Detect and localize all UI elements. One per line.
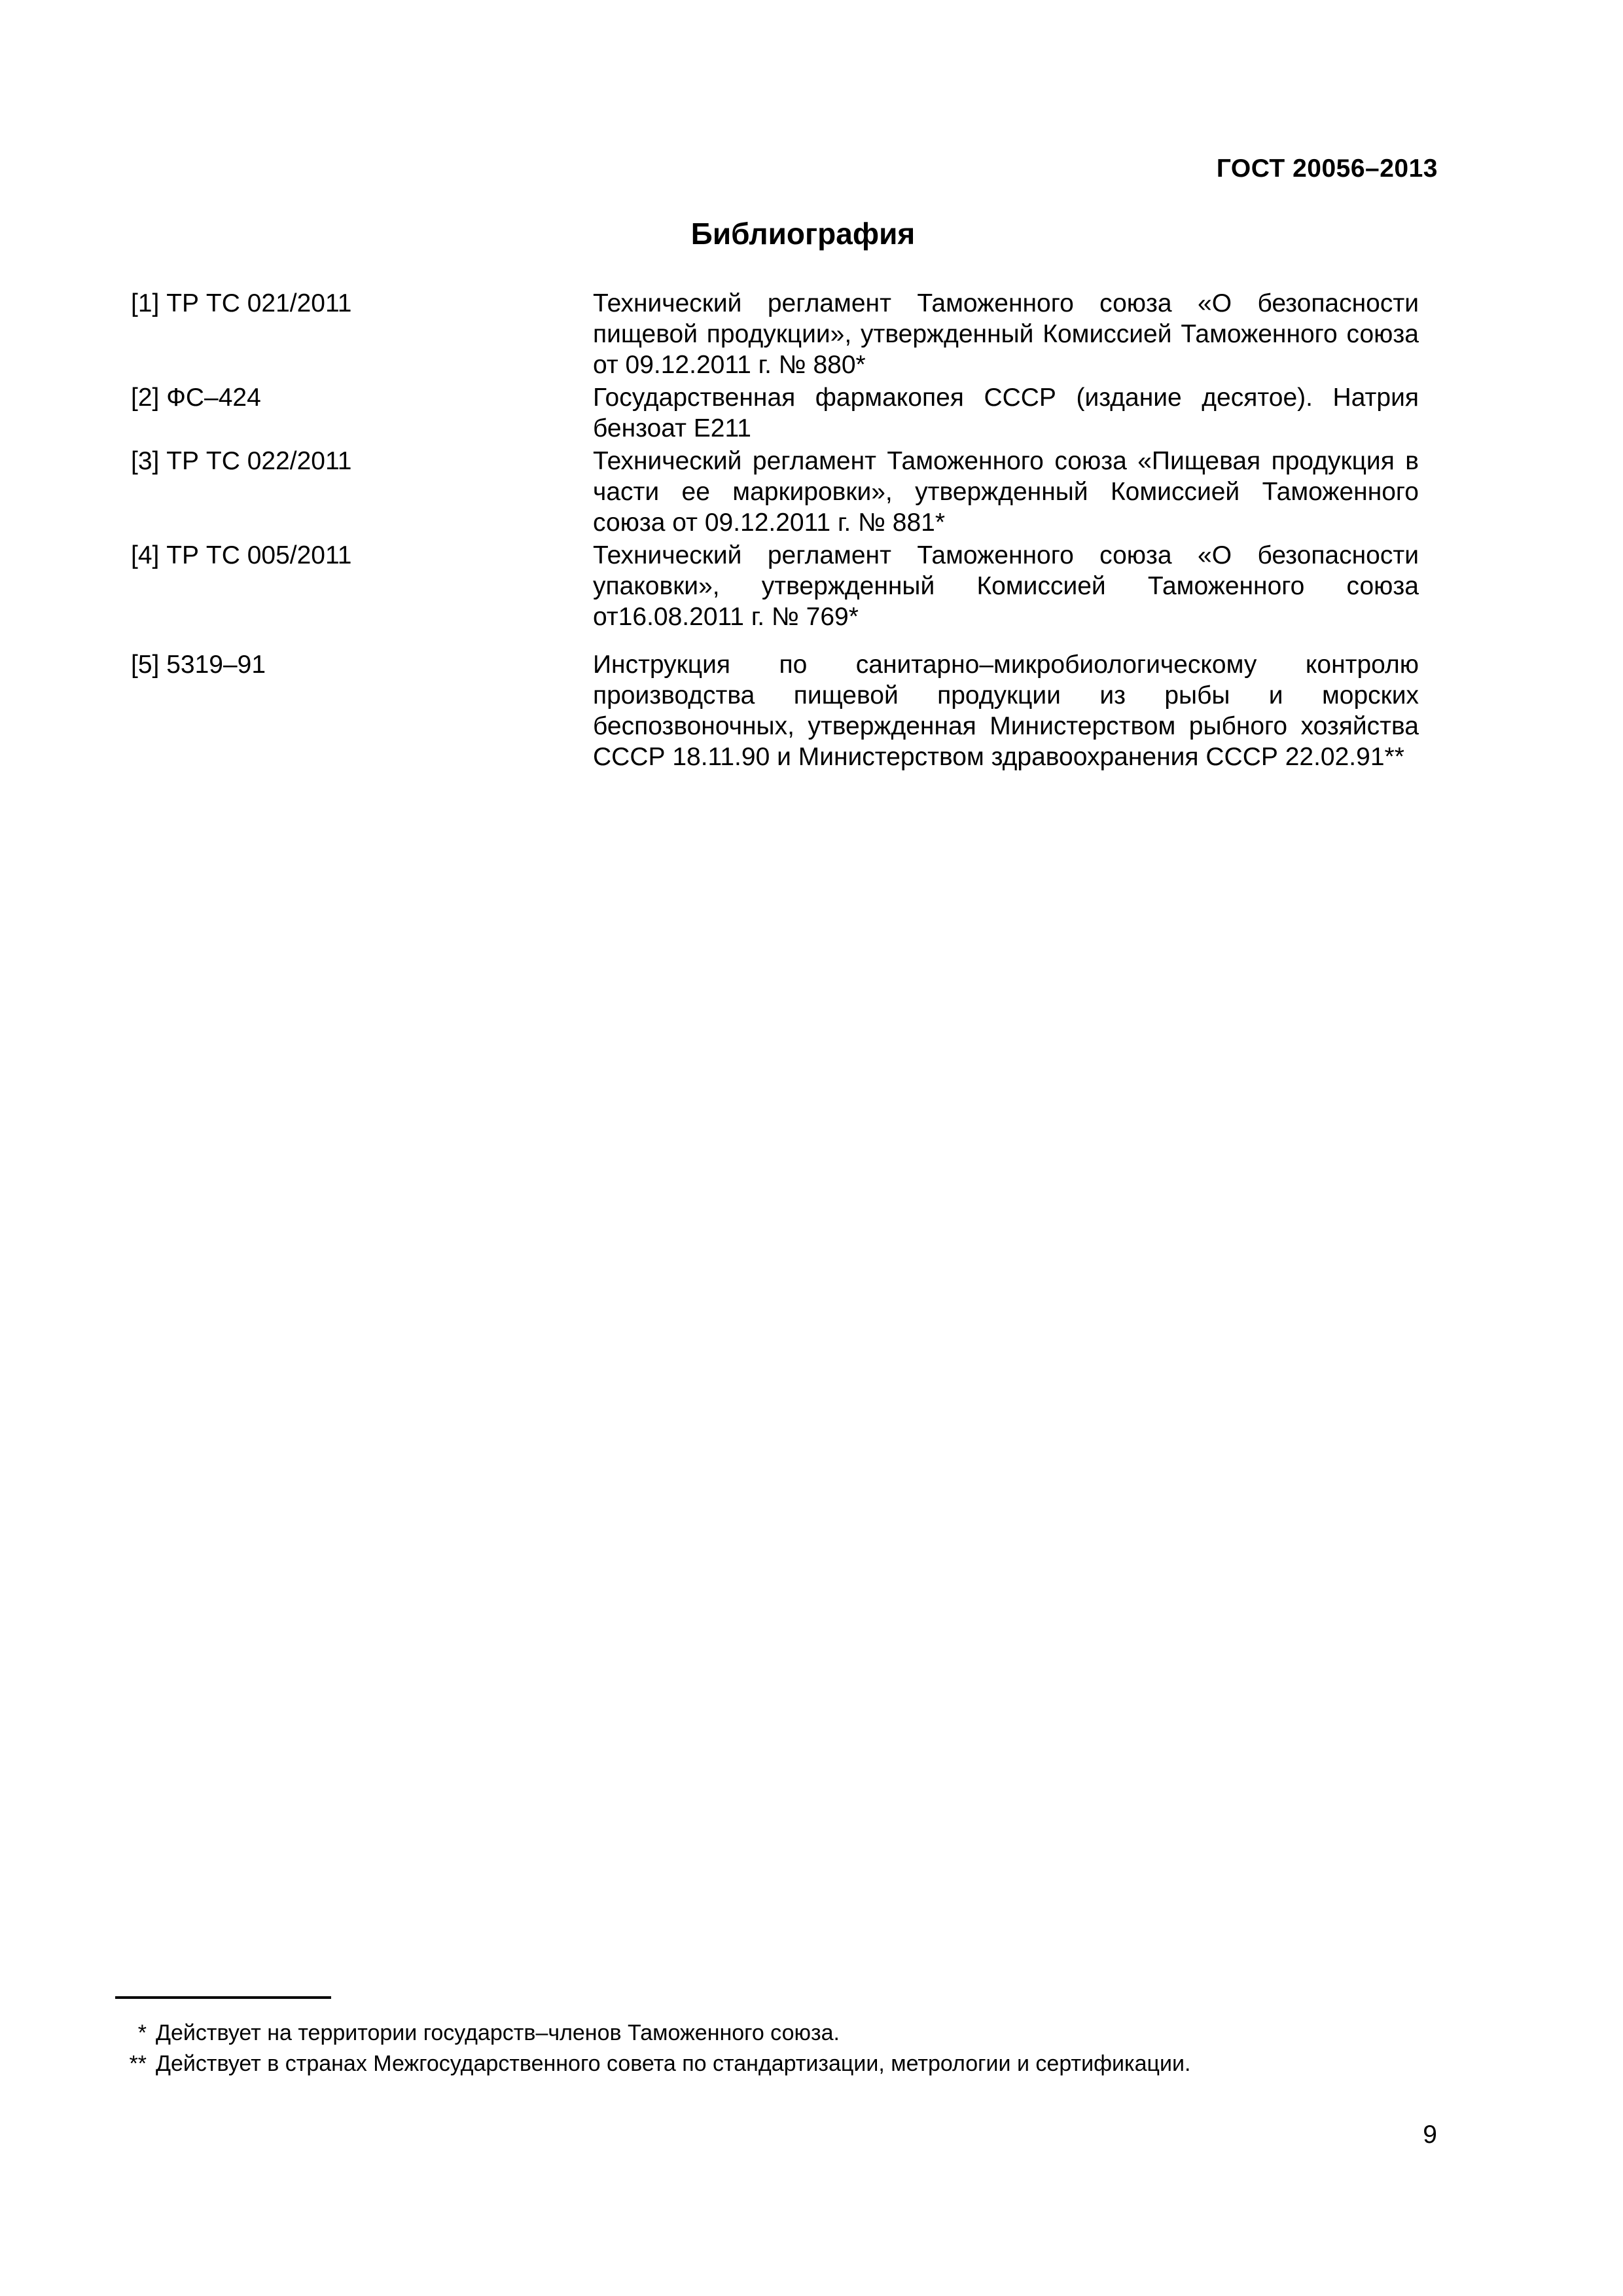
bibliography-ref: [3] ТР ТС 022/2011: [131, 447, 352, 475]
bibliography-description: Государственная фармакопея СССР (издание десятое). Натрия бензоат Е211: [593, 384, 1419, 442]
document-standard-code: ГОСТ 20056–2013: [1216, 154, 1438, 183]
footnote-mark: *: [137, 2020, 147, 2045]
footnote-mark: **: [129, 2051, 147, 2076]
bibliography-list: [131, 288, 1427, 772]
bibliography-description: Технический регламент Таможенного союза «О безопасности пищевой продукции», утвержденный Комиссией Таможенного союза от 09.12.2011 г. № 880*: [593, 289, 1419, 379]
bibliography-entry: [131, 288, 1427, 380]
footnotes: [115, 2018, 1489, 2079]
bibliography-description: Инструкция по санитарно–микробиологическому контролю производства пищевой продукции из рыбы и морских беспозвоночных, утвержденная Министерством рыбного хозяйства СССР 18.11.90 и Министерством здравоохранения СССР 22.02.91**: [593, 651, 1419, 771]
footnote-text: Действует на территории государств–членов Таможенного союза.: [156, 2020, 840, 2045]
page-title: Библиография: [690, 217, 916, 251]
bibliography-entry: [131, 446, 1427, 538]
footnote: [115, 2018, 1489, 2049]
bibliography-description: Технический регламент Таможенного союза «Пищевая продукция в части ее маркировки», утвержденный Комиссией Таможенного союза от 09.12.2011 г. № 881*: [593, 447, 1419, 537]
footnote-separator: [115, 1996, 331, 1999]
footnote: [115, 2049, 1489, 2079]
bibliography-ref: [1] ТР ТС 021/2011: [131, 289, 352, 317]
bibliography-entry: [131, 382, 1427, 444]
bibliography-entry: [131, 540, 1427, 632]
bibliography-description: Технический регламент Таможенного союза «О безопасности упаковки», утвержденный Комиссией Таможенного союза от16.08.2011 г. № 769*: [593, 541, 1419, 631]
bibliography-ref: [2] ФС–424: [131, 384, 261, 412]
bibliography-ref: [5] 5319–91: [131, 651, 266, 679]
page-number: 9: [1423, 2121, 1437, 2149]
bibliography-ref: [4] ТР ТС 005/2011: [131, 541, 352, 569]
footnote-text: Действует в странах Межгосударственного совета по стандартизации, метрологии и сертификации.: [156, 2051, 1191, 2076]
bibliography-entry: [131, 649, 1427, 772]
